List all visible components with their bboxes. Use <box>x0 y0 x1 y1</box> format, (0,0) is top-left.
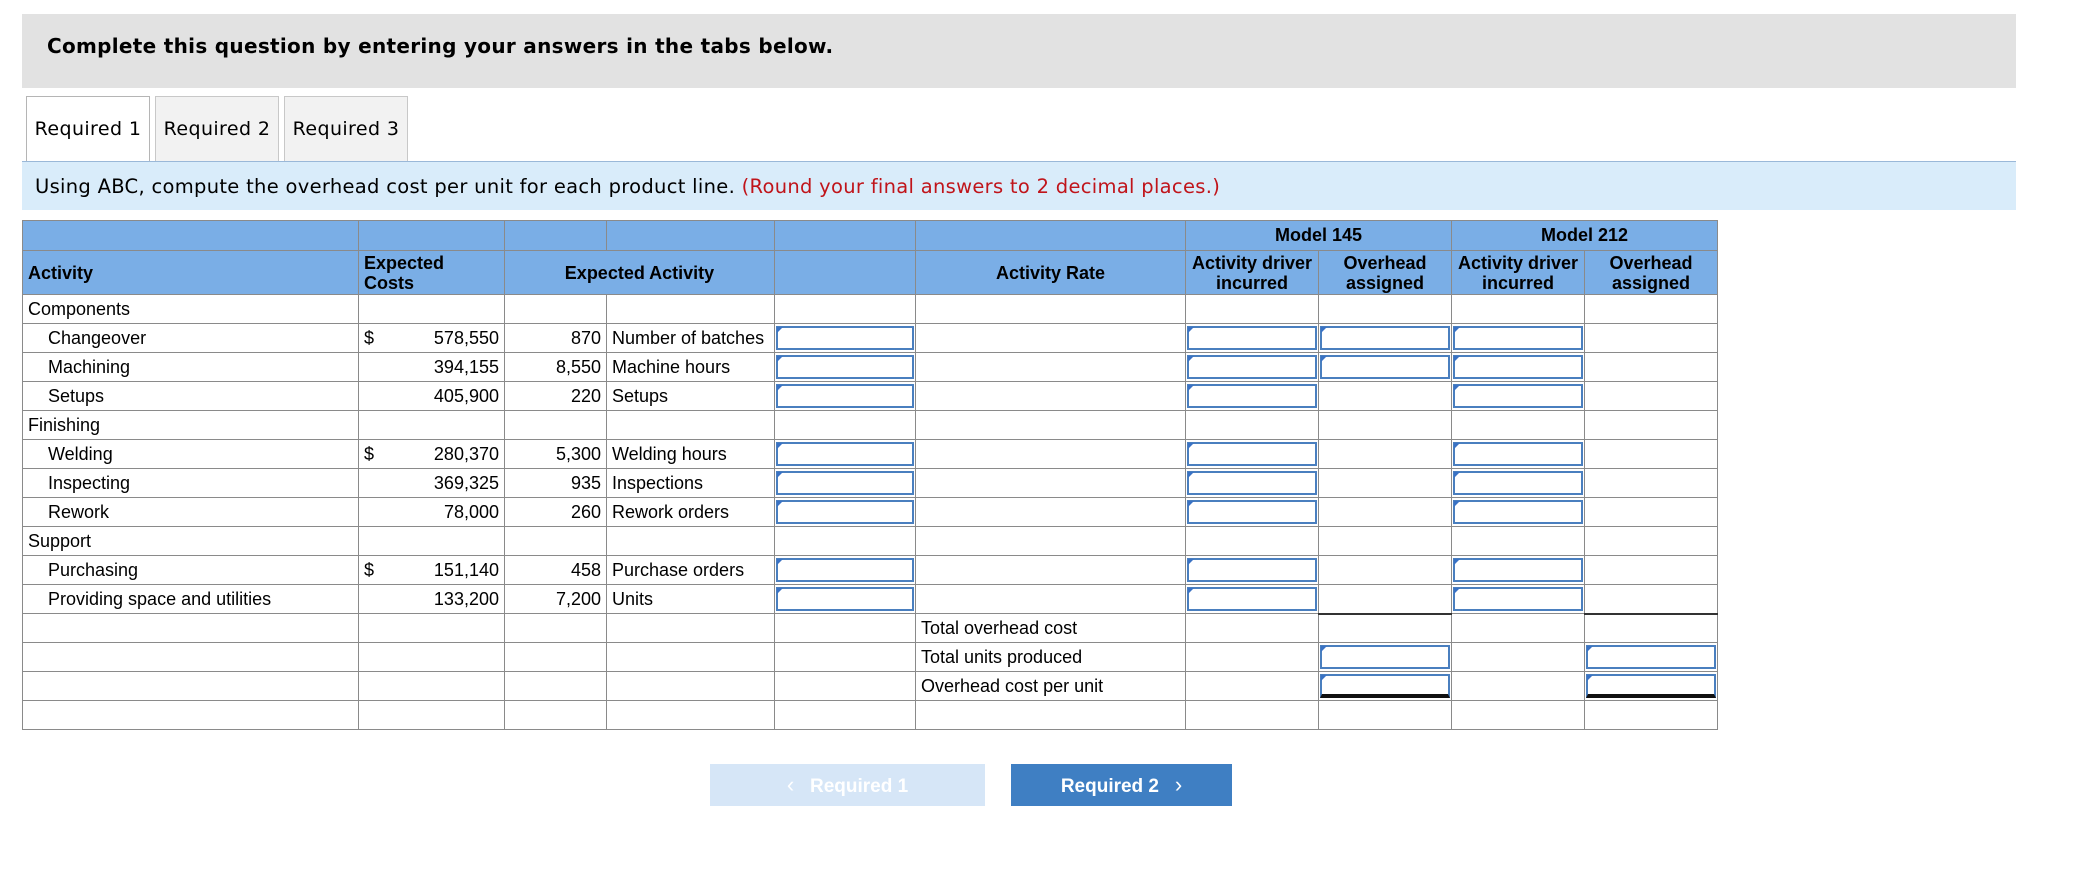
group-row-finishing <box>23 411 1718 440</box>
model-212-driver-input[interactable] <box>1453 384 1583 408</box>
table-row <box>23 469 1718 498</box>
expected-qty: 7,200 <box>505 585 607 614</box>
header-row-1 <box>23 221 1718 251</box>
group-row-components <box>23 295 1718 324</box>
activity-name: Machining <box>23 353 359 382</box>
model-212-driver-input[interactable] <box>1453 355 1583 379</box>
model-145-driver-input[interactable] <box>1187 500 1317 524</box>
model-145-cost-per-unit-input[interactable] <box>1320 674 1450 698</box>
chevron-left-icon: ‹ <box>786 772 795 797</box>
activity-rate-input[interactable] <box>776 384 914 408</box>
table-row <box>23 556 1718 585</box>
table-row <box>23 498 1718 527</box>
model-212-driver-input[interactable] <box>1453 558 1583 582</box>
currency-symbol: $ <box>364 443 375 464</box>
expected-qty: 8,550 <box>505 353 607 382</box>
cost-driver: Inspections <box>607 469 775 498</box>
expected-cost: 369,325 <box>433 472 499 493</box>
header-model-145: Model 145 <box>1186 221 1452 251</box>
chevron-right-icon: › <box>1174 772 1183 797</box>
header-212-overhead-assigned: Overhead assigned <box>1585 251 1718 295</box>
model-145-driver-input[interactable] <box>1187 558 1317 582</box>
cost-driver: Welding hours <box>607 440 775 469</box>
cost-driver: Purchase orders <box>607 556 775 585</box>
expected-qty: 260 <box>505 498 607 527</box>
total-overhead-label: Total overhead cost <box>916 614 1186 643</box>
activity-rate-input[interactable] <box>776 587 914 611</box>
model-145-units-input[interactable] <box>1320 645 1450 669</box>
tab-required-3[interactable]: Required 3 <box>284 96 408 161</box>
expected-qty: 5,300 <box>505 440 607 469</box>
banner-instruction: Complete this question by entering your answers in the tabs below. <box>47 34 834 58</box>
expected-cost: 280,370 <box>433 443 499 464</box>
model-212-cost-per-unit-input[interactable] <box>1586 674 1716 698</box>
model-145-overhead-input[interactable] <box>1320 355 1450 379</box>
model-145-overhead-input[interactable] <box>1320 326 1450 350</box>
activity-name: Changeover <box>23 324 359 353</box>
rounding-note: (Round your final answers to 2 decimal places.) <box>741 175 1221 198</box>
question-banner <box>22 14 2016 88</box>
header-model-212: Model 212 <box>1452 221 1718 251</box>
activity-name: Providing space and utilities <box>23 585 359 614</box>
activity-rate-input[interactable] <box>776 500 914 524</box>
tab-required-2[interactable]: Required 2 <box>155 96 279 161</box>
header-145-overhead-assigned: Overhead assigned <box>1319 251 1452 295</box>
expected-cost: 133,200 <box>433 588 499 609</box>
header-212-driver-incurred: Activity driver incurred <box>1452 251 1585 295</box>
table-row <box>23 440 1718 469</box>
model-145-driver-input[interactable] <box>1187 587 1317 611</box>
next-button-label: Required 2 <box>1060 776 1160 797</box>
model-212-units-input[interactable] <box>1586 645 1716 669</box>
table-row <box>23 324 1718 353</box>
model-145-driver-input[interactable] <box>1187 326 1317 350</box>
expected-cost: 405,900 <box>433 385 499 406</box>
totals-row <box>23 643 1718 672</box>
table-row <box>23 382 1718 411</box>
currency-symbol: $ <box>364 559 375 580</box>
activity-name: Rework <box>23 498 359 527</box>
cost-driver: Units <box>607 585 775 614</box>
activity-name: Welding <box>23 440 359 469</box>
totals-row <box>23 614 1718 643</box>
prev-button-label: Required 1 <box>809 776 909 797</box>
expected-qty: 220 <box>505 382 607 411</box>
header-145-driver-incurred: Activity driver incurred <box>1186 251 1319 295</box>
cost-driver: Machine hours <box>607 353 775 382</box>
activity-name: Purchasing <box>23 556 359 585</box>
totals-row <box>23 672 1718 701</box>
header-activity-rate: Activity Rate <box>916 251 1186 295</box>
cost-driver: Setups <box>607 382 775 411</box>
activity-rate-input[interactable] <box>776 558 914 582</box>
header-row-2 <box>23 251 1718 295</box>
model-212-driver-input[interactable] <box>1453 587 1583 611</box>
activity-rate-input[interactable] <box>776 326 914 350</box>
model-212-driver-input[interactable] <box>1453 442 1583 466</box>
group-row-support <box>23 527 1718 556</box>
expected-qty: 458 <box>505 556 607 585</box>
activity-name: Inspecting <box>23 469 359 498</box>
group-label: Support <box>23 527 359 556</box>
header-expected-costs: Expected Costs <box>359 251 505 295</box>
expected-qty: 870 <box>505 324 607 353</box>
next-required-button[interactable] <box>1011 764 1232 806</box>
activity-name: Setups <box>23 382 359 411</box>
expected-cost: 78,000 <box>443 501 499 522</box>
instruction-bar <box>22 162 2016 210</box>
model-145-driver-input[interactable] <box>1187 471 1317 495</box>
group-label: Components <box>23 295 359 324</box>
prev-required-button[interactable] <box>710 764 985 806</box>
header-expected-activity: Expected Activity <box>505 251 775 295</box>
model-145-driver-input[interactable] <box>1187 442 1317 466</box>
activity-rate-input[interactable] <box>776 471 914 495</box>
cost-driver: Rework orders <box>607 498 775 527</box>
model-145-driver-input[interactable] <box>1187 355 1317 379</box>
model-212-driver-input[interactable] <box>1453 326 1583 350</box>
empty-row <box>23 701 1718 730</box>
header-activity: Activity <box>23 251 359 295</box>
expected-cost: 394,155 <box>433 356 499 377</box>
abc-table <box>22 220 1718 730</box>
cost-driver: Number of batches <box>607 324 775 353</box>
cost-per-unit-label: Overhead cost per unit <box>916 672 1186 701</box>
activity-rate-input[interactable] <box>776 442 914 466</box>
table-row <box>23 585 1718 614</box>
expected-qty: 935 <box>505 469 607 498</box>
instruction-text <box>35 175 1220 198</box>
expected-cost: 151,140 <box>433 559 499 580</box>
model-145-driver-input[interactable] <box>1187 384 1317 408</box>
instruction-main: Using ABC, compute the overhead cost per unit for each product line. <box>35 175 736 198</box>
table-row <box>23 353 1718 382</box>
model-212-driver-input[interactable] <box>1453 471 1583 495</box>
expected-cost: 578,550 <box>433 327 499 348</box>
activity-rate-input[interactable] <box>776 355 914 379</box>
total-units-label: Total units produced <box>916 643 1186 672</box>
currency-symbol: $ <box>364 327 375 348</box>
group-label: Finishing <box>23 411 359 440</box>
tab-required-1[interactable]: Required 1 <box>26 96 150 163</box>
model-212-driver-input[interactable] <box>1453 500 1583 524</box>
